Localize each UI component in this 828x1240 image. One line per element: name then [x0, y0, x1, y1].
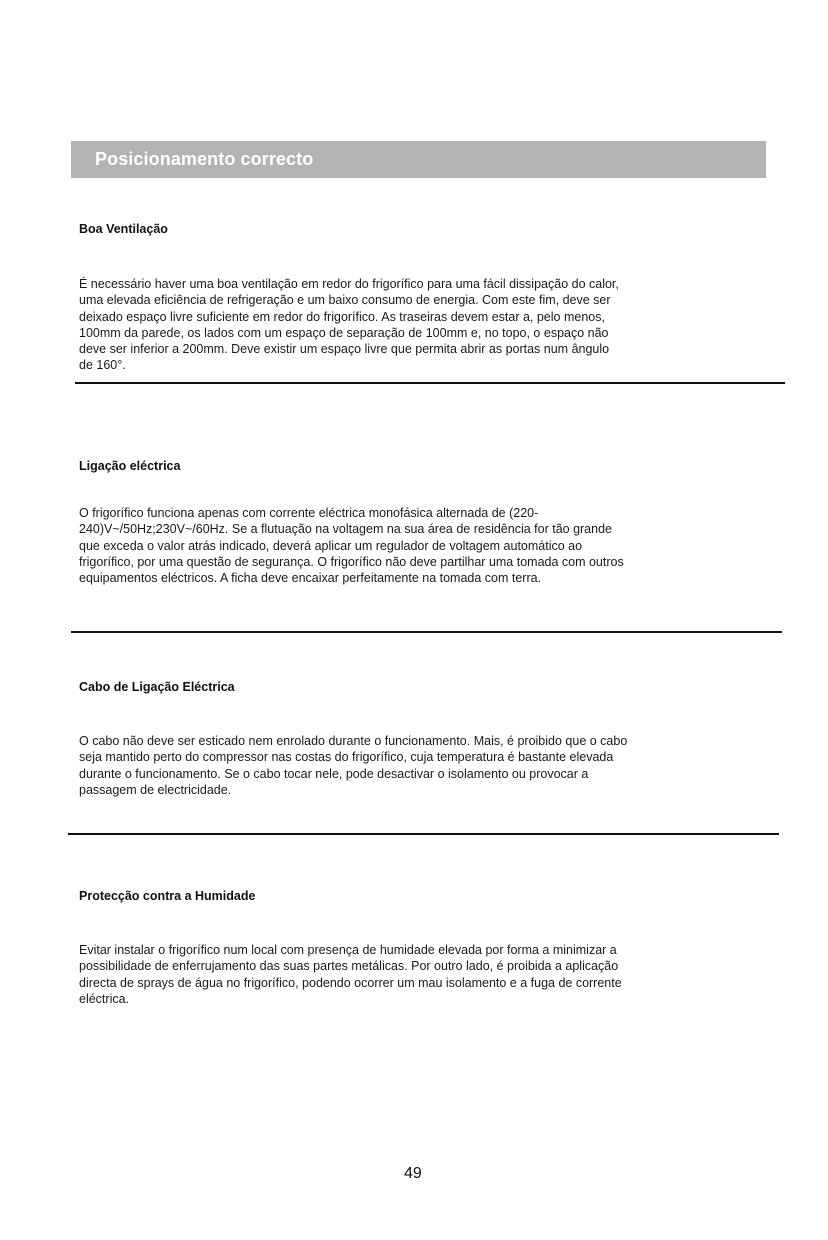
body-line: O frigorífico funciona apenas com corrente eléctrica monofásica alternada de (220-	[79, 506, 539, 520]
section-divider	[75, 382, 785, 384]
page-number: 49	[404, 1165, 422, 1182]
body-line: passagem de electricidade.	[79, 782, 232, 797]
body-line: Evitar instalar o frigorífico num local com presença de humidade elevada por forma a minimizar a	[79, 943, 617, 957]
body-line: frigorífico, por uma questão de segurança. O frigorífico não deve partilhar uma tomada com outros	[79, 554, 624, 569]
body-line: O cabo não deve ser esticado nem enrolado durante o funcionamento. Mais, é proibido que o cabo	[79, 734, 628, 748]
section-body-ventilation	[79, 276, 619, 374]
section-body-power-cable	[79, 733, 627, 798]
body-line: eléctrica.	[79, 991, 130, 1006]
section-body-electrical	[79, 505, 624, 586]
body-line: directa de sprays de água no frigorífico, podendo ocorrer um mau isolamento e a fuga de corrente	[79, 975, 622, 990]
body-line: de 160°.	[79, 358, 126, 373]
body-line: É necessário haver uma boa ventilação em redor do frigorífico para uma fácil dissipação do calor,	[79, 277, 619, 291]
section-heading-ventilation: Boa Ventilação	[79, 222, 168, 236]
body-line: equipamentos eléctricos. A ficha deve encaixar perfeitamente na tomada com terra.	[79, 571, 542, 586]
body-line: que exceda o valor atrás indicado, deverá aplicar um regulador de voltagem automático ao	[79, 538, 583, 553]
section-body-humidity	[79, 942, 622, 1007]
section-heading-electrical: Ligação eléctrica	[79, 459, 181, 473]
section-divider	[71, 631, 782, 633]
body-line: durante o funcionamento. Se o cabo tocar nele, pode desactivar o isolamento ou provocar a	[79, 766, 589, 781]
body-line: deixado espaço livre suficiente em redor do frigorífico. As traseiras devem estar a, pelo menos,	[79, 309, 605, 324]
body-line: deve ser inferior a 200mm. Deve existir um espaço livre que permita abrir as portas num ângulo	[79, 342, 610, 357]
section-heading-humidity: Protecção contra a Humidade	[79, 889, 256, 903]
body-line: seja mantido perto do compressor nas costas do frigorífico, cuja temperatura é bastante elevada	[79, 750, 614, 765]
section-heading-power-cable: Cabo de Ligação Eléctrica	[79, 680, 235, 694]
section-banner	[71, 141, 766, 178]
page-title: Posicionamento correcto	[95, 149, 314, 169]
body-line: 240)V~/50Hz;230V~/60Hz. Se a flutuação na voltagem na sua área de residência for tão grande	[79, 522, 612, 537]
body-line: 100mm da parede, os lados com um espaço de separação de 100mm e, no topo, o espaço não	[79, 325, 609, 340]
section-divider	[68, 833, 779, 835]
body-line: uma elevada eficiência de refrigeração e um baixo consumo de energia. Com este fim, deve ser	[79, 293, 611, 308]
body-line: possibilidade de enferrujamento das suas partes metálicas. Por outro lado, é proibida a aplicação	[79, 959, 619, 974]
